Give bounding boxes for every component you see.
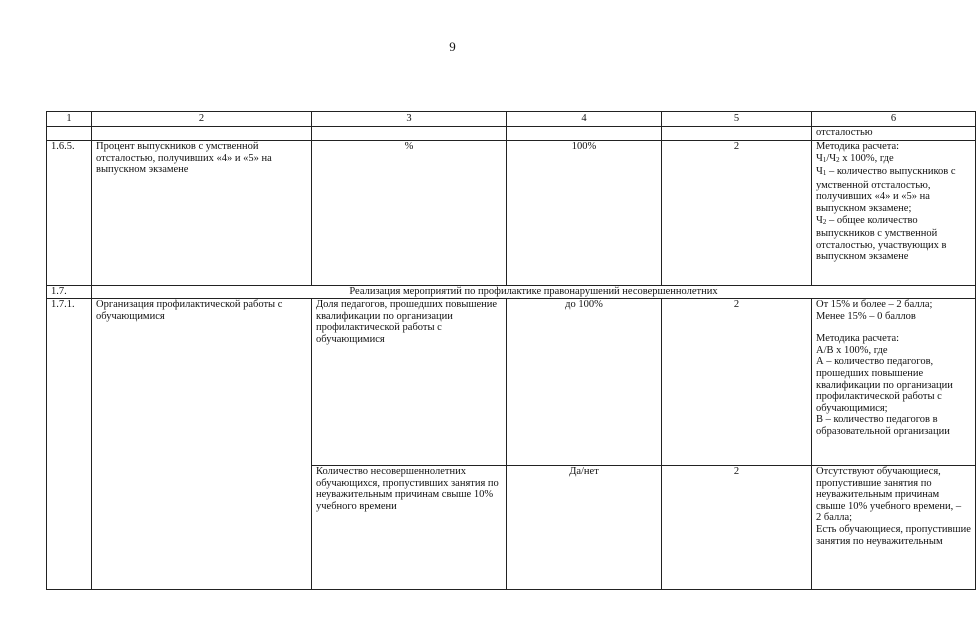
method-text: Методика расчета: А/В x 100%, где А – количество педагогов, прошедших повышение квалификации по организации профилактической работы с обучающимися; В – количество педагогов в образовательной организации (816, 333, 953, 437)
row-number: 1.7.1. (47, 299, 92, 590)
criteria-text: От 15% и более – 2 балла; Менее 15% – 0 баллов (816, 299, 933, 322)
unit-cell: % (312, 141, 507, 286)
method-cell (812, 141, 976, 286)
criteria-cell (812, 299, 976, 466)
page-number: 9 (449, 39, 456, 54)
table-row-1-7-1 (47, 299, 976, 466)
indicators-table (46, 111, 976, 590)
header-cell-3: 3 (312, 112, 507, 127)
definition-ch2: Ч2 – общее количество выпускников с умственной отсталостью, участвующих в выпускном экзамене (816, 214, 947, 263)
indicator-title: Организация профилактической работы с обучающимися (92, 299, 312, 590)
indicator-name: Количество несовершеннолетних обучающихся, пропустивших занятия по неуважительным причинам свыше 10% учебного времени (312, 466, 507, 590)
table-row-1-6-5 (47, 141, 976, 286)
header-cell-2: 2 (92, 112, 312, 127)
indicator-name: Доля педагогов, прошедших повышение квалификации по организации профилактической работы с обучающимися (312, 299, 507, 466)
value-cell: до 100% (507, 299, 662, 466)
header-cell-1: 1 (47, 112, 92, 127)
continuation-text: отсталостью (812, 127, 976, 141)
section-title: Реализация мероприятий по профилактике правонарушений несовершеннолетних (92, 286, 976, 299)
header-cell-4: 4 (507, 112, 662, 127)
header-cell-6: 6 (812, 112, 976, 127)
section-number: 1.7. (47, 286, 92, 299)
value-cell: 100% (507, 141, 662, 286)
header-row (47, 112, 976, 127)
score-cell: 2 (662, 466, 812, 590)
header-cell-5: 5 (662, 112, 812, 127)
method-title: Методика расчета: (816, 141, 900, 152)
row-number: 1.6.5. (47, 141, 92, 286)
value-cell: Да/нет (507, 466, 662, 590)
criteria-cell: Отсутствуют обучающиеся, пропустившие занятия по неуважительным причинам свыше 10% учебного времени, – 2 балла; Есть обучающиеся, пропустившие занятия по неуважительным (812, 466, 976, 590)
indicator-title: Процент выпускников с умственной отсталостью, получивших «4» и «5» на выпускном экзамене (92, 141, 312, 286)
formula: Ч1/Ч2 x 100%, где (816, 152, 894, 164)
definition-ch1: Ч1 – количество выпускников с умственной отсталостью, получивших «4» и «5» на выпускном экзамене; (816, 166, 956, 214)
continuation-row (47, 127, 976, 141)
score-cell: 2 (662, 299, 812, 466)
section-row-1-7 (47, 286, 976, 299)
score-cell: 2 (662, 141, 812, 286)
